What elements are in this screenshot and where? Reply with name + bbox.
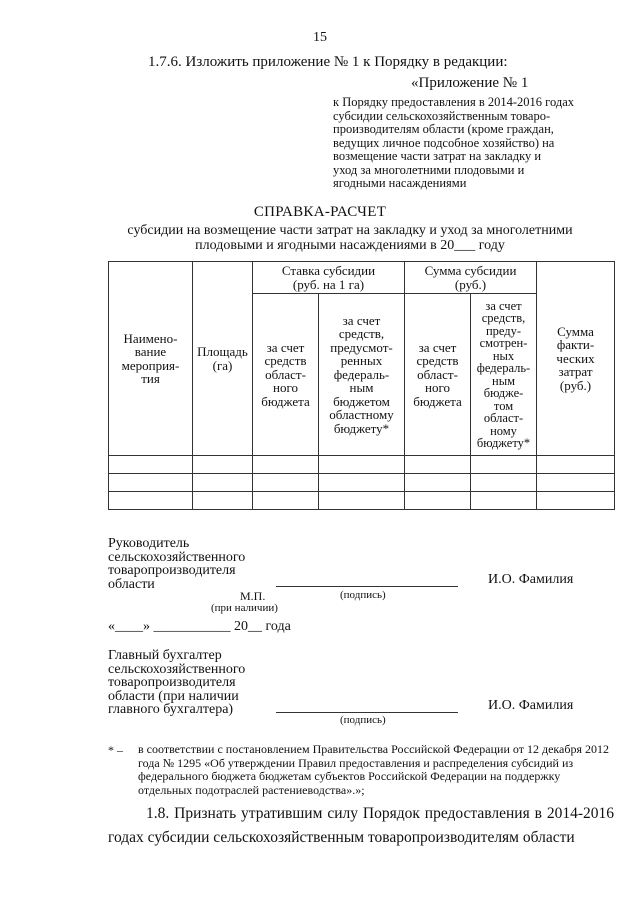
table-cell <box>109 492 193 510</box>
table-cell <box>319 456 405 474</box>
header-sum-regional: за счет средств област- ного бюджета <box>405 294 471 456</box>
table-cell <box>471 492 537 510</box>
table-cell <box>193 492 253 510</box>
appendix-line: ведущих личное подсобное хозяйство) на <box>333 135 555 150</box>
appendix-line: возмещение части затрат на закладку и <box>333 149 542 163</box>
header-area: Площадь (га) <box>193 262 253 456</box>
table-cell <box>109 474 193 492</box>
header-activity-name: Наимено- вание мероприя- тия <box>109 262 193 456</box>
signature-caption: (подпись) <box>340 714 386 726</box>
footnote-text: в соответствии с постановлением Правительства Российской Федерации от 12 декабря 2012 года № 1295 «Об утверждении Правил предоставления и распределения субсидий из федерального бюджета бюджетам субъектов Российской Федерации на поддержку отдельных подотраслей растениеводства».»; <box>138 742 610 797</box>
paragraph-1-8: 1.8. Признать утратившим силу Порядок предоставления в 2014-2016 годах субсидии сельскохозяйственным товаропроизводителям области <box>108 805 614 846</box>
subtitle-line: субсидии на возмещение части затрат на закладку и уход за многолетними <box>127 223 573 238</box>
page-number: 15 <box>313 30 327 45</box>
table-cell <box>471 456 537 474</box>
head-signature-label: Руководитель сельскохозяйственного товаропроизводителя области <box>108 536 246 592</box>
appendix-line: уход за многолетними плодовыми и <box>333 162 525 177</box>
table-cell <box>405 474 471 492</box>
subtitle-line: плодовыми и ягодными насаждениями в 20___ году <box>195 238 505 253</box>
stamp-label: М.П. <box>240 589 266 603</box>
table-cell <box>319 492 405 510</box>
accountant-signature-line <box>276 712 458 713</box>
appendix-line: производителям области (кроме граждан, <box>333 122 554 136</box>
table-cell <box>193 456 253 474</box>
head-name: И.О. Фамилия <box>488 572 574 587</box>
table-cell <box>405 456 471 474</box>
stamp-note: (при наличии) <box>211 602 278 614</box>
table-cell <box>319 474 405 492</box>
table-cell <box>253 474 319 492</box>
document-subtitle <box>90 223 610 253</box>
header-rate-federal: за счет средств, предусмот- ренных федераль- ным бюджетом областному бюджету* <box>319 294 405 456</box>
table-cell <box>471 474 537 492</box>
appendix-line: ягодными насаждениями <box>333 176 467 190</box>
date-line: «____» ___________ 20__ года <box>108 619 291 634</box>
table-cell <box>253 492 319 510</box>
header-subsidy-rate: Ставка субсидии (руб. на 1 га) <box>253 262 405 294</box>
appendix-title: «Приложение № 1 <box>411 75 529 91</box>
table-cell <box>537 456 615 474</box>
accountant-signature-label: Главный бухгалтер сельскохозяйственного товаропроизводителя области (при наличии главного бухгалтера) <box>108 648 246 717</box>
header-sum-federal: за счет средств, преду- смотрен- ных федераль- ным бюдже- том област- ному бюджету* <box>471 294 537 456</box>
head-signature-line <box>276 586 458 587</box>
header-subsidy-sum: Сумма субсидии (руб.) <box>405 262 537 294</box>
calculation-table <box>108 261 615 510</box>
table-cell <box>253 456 319 474</box>
table-row <box>109 474 615 492</box>
table-cell <box>537 474 615 492</box>
signature-caption: (подпись) <box>340 589 386 601</box>
table-row <box>109 456 615 474</box>
table-row <box>109 492 615 510</box>
appendix-line: субсидии сельскохозяйственным товаро- <box>333 108 551 123</box>
amendment-line: 1.7.6. Изложить приложение № 1 к Порядку в редакции: <box>148 54 508 70</box>
table-cell <box>109 456 193 474</box>
footnote-mark: * – <box>108 743 123 757</box>
header-actual-costs: Сумма факти- ческих затрат (руб.) <box>537 262 615 456</box>
appendix-line: к Порядку предоставления в 2014-2016 годах <box>333 95 575 109</box>
header-rate-regional: за счет средств област- ного бюджета <box>253 294 319 456</box>
table-cell <box>193 474 253 492</box>
accountant-name: И.О. Фамилия <box>488 698 574 713</box>
table-cell <box>405 492 471 510</box>
table-cell <box>537 492 615 510</box>
appendix-reference <box>333 96 613 191</box>
document-title: СПРАВКА-РАСЧЕТ <box>253 204 387 220</box>
